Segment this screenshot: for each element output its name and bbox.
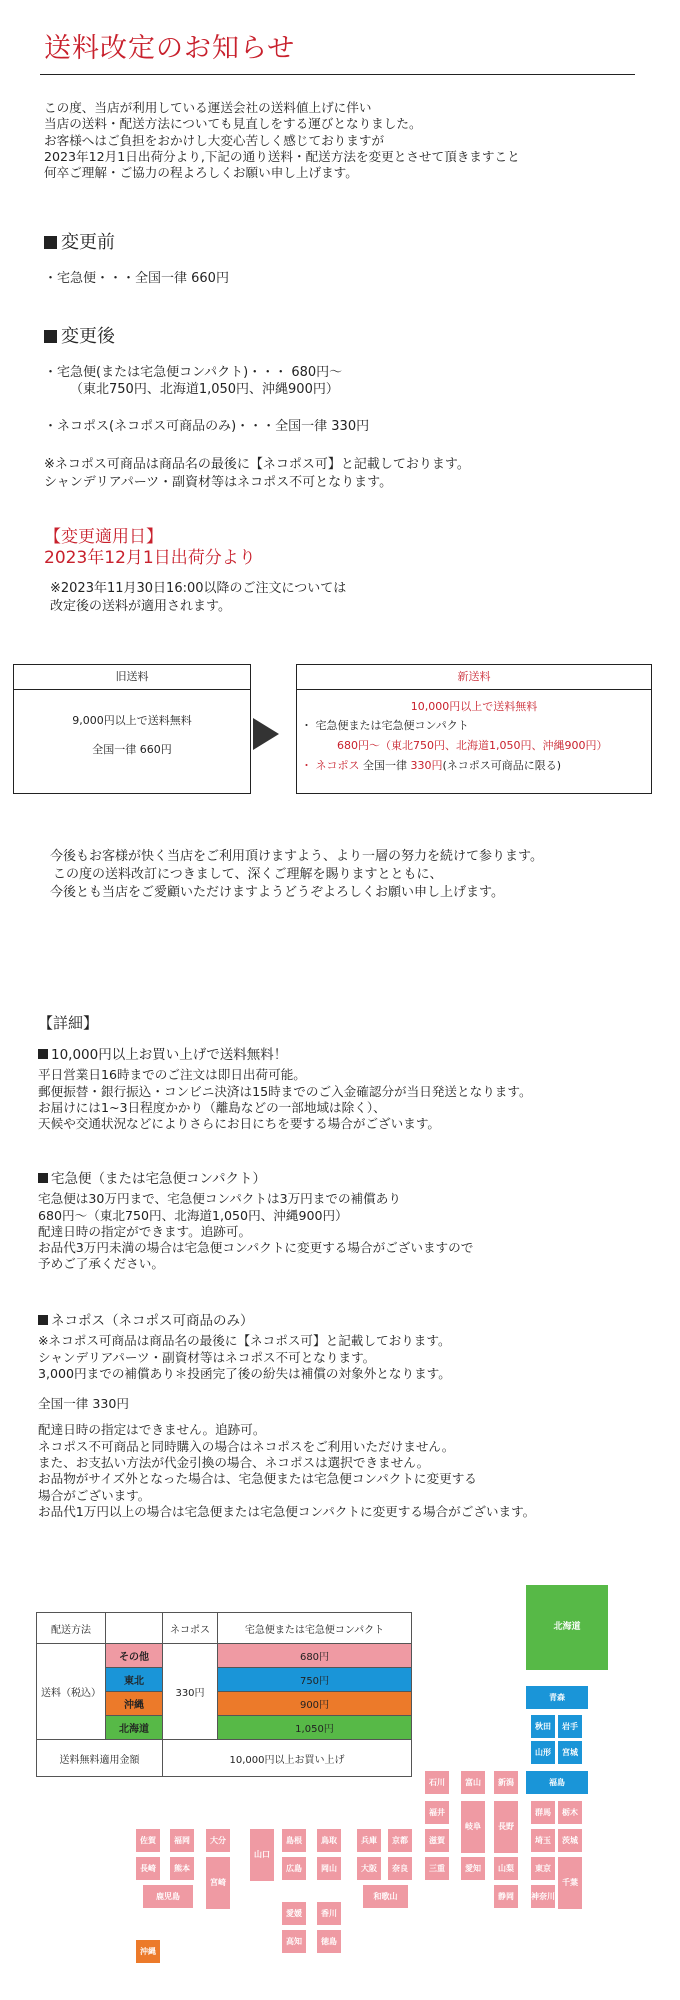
before-heading: 変更前: [44, 228, 115, 254]
detail-line: 配達日時の指定ができます。追跡可。: [38, 1223, 252, 1239]
pref-gifu: 岐阜: [461, 1801, 485, 1853]
after-nekopos: ・ネコポス(ネコポス可商品のみ)・・・全国一律 330円: [44, 419, 370, 434]
detail-line: 宅急便は30万円まで、宅急便コンパクトは3万円までの補償あり: [38, 1191, 401, 1207]
old-rate-free: 9,000円以上で送料無料: [72, 714, 192, 727]
nekopos-note: (ネコポス可商品に限る): [442, 759, 562, 772]
new-rate-nekopos: [301, 757, 651, 773]
pref-nara: 奈良: [388, 1857, 412, 1880]
pref-oita: 大分: [206, 1829, 230, 1852]
detail-line: 予めご了承ください。: [38, 1256, 164, 1272]
pref-osaka: 大阪: [357, 1857, 381, 1880]
detail-line: ネコポス不可商品と同時購入の場合はネコポスをご利用いただけません。: [38, 1438, 455, 1454]
pref-aomori: 青森: [526, 1686, 588, 1709]
pref-miyazaki: 宮崎: [206, 1857, 230, 1909]
detail-nekopos-price: 全国一律 330円: [38, 1396, 130, 1412]
detail-free-title: 10,000円以上お買い上げで送料無料！: [38, 1047, 532, 1063]
intro-line: 当店の送料・配送方法についても見直しをする運びとなりました。: [44, 116, 422, 132]
pref-hyogo: 兵庫: [357, 1829, 381, 1852]
detail-line: 配達日時の指定はできません。追跡可。: [38, 1422, 266, 1438]
pref-iwate: 岩手: [558, 1715, 582, 1738]
table-row-label: 送料（税込）: [37, 1644, 106, 1740]
old-rate-box: [13, 664, 251, 794]
pref-yamanashi: 山梨: [494, 1857, 518, 1880]
pref-miyagi: 宮城: [558, 1741, 582, 1764]
after-heading: 変更後: [44, 322, 115, 348]
intro-line: 2023年12月1日出荷分より,下記の通り送料・配送方法を変更とさせて頂きますこと: [44, 148, 520, 164]
pref-shimane: 島根: [282, 1829, 306, 1852]
table-free-label: 送料無料適用金額: [37, 1740, 163, 1777]
before-line: ・宅急便・・・全国一律 660円: [44, 271, 229, 286]
table-header-nekopos: ネコポス: [163, 1613, 218, 1644]
pref-nagasaki: 長崎: [136, 1857, 160, 1880]
pref-fukui: 福井: [425, 1801, 449, 1824]
after-note: シャンデリアパーツ・副資材等はネコポス不可となります。: [44, 475, 393, 490]
new-rate-takkyu: ・ 宅急便または宅急便コンパクト: [301, 719, 469, 732]
pref-aichi: 愛知: [461, 1857, 485, 1880]
pref-toyama: 富山: [461, 1771, 485, 1794]
after-takkyu: ・宅急便(または宅急便コンパクト)・・・ 680円〜: [44, 365, 343, 380]
pref-niigata: 新潟: [494, 1771, 518, 1794]
detail-nekopos-title: ネコポス（ネコポス可商品のみ）: [38, 1313, 535, 1329]
closing-line: 今後もお客様が快く当店をご利用頂けますよう、より一層の努力を続けて参ります。: [50, 849, 543, 864]
intro-line: この度、当店が利用している運送会社の送料値上げに伴い: [44, 100, 372, 115]
pref-ehime: 愛媛: [282, 1902, 306, 1925]
title-divider: [40, 74, 635, 75]
new-rate-title: 新送料: [297, 665, 651, 690]
detail-line: ※ネコポス可商品は商品名の最後に【ネコポス可】と記載しております。: [38, 1333, 451, 1349]
pref-saga: 佐賀: [136, 1829, 160, 1852]
detail-nekopos: [38, 1313, 535, 1520]
closing-line: この度の送料改訂につきまして、深くご理解を賜りますとともに、: [53, 867, 443, 882]
intro-text: [44, 100, 644, 181]
arrow-right-icon: [253, 718, 279, 750]
closing-text: [50, 848, 543, 902]
nekopos-name: ネコポス: [315, 759, 360, 772]
pref-fukuoka: 福岡: [170, 1829, 194, 1852]
table-header-takkyu: 宅急便または宅急便コンパクト: [218, 1613, 412, 1644]
apply-note: ※2023年11月30日16:00以降のご注文については: [50, 581, 347, 596]
intro-line: お客様へはご負担をおかけし大変心苦しく感じておりますが: [44, 132, 385, 148]
price-other: 680円: [218, 1644, 412, 1668]
pref-hokkaido: 北海道: [526, 1585, 608, 1670]
detail-takkyu: [38, 1171, 473, 1273]
detail-line: 天候や交通状況などによりさらにお日にちを要する場合がございます。: [38, 1116, 440, 1132]
apply-note: 改定後の送料が適用されます。: [50, 599, 231, 614]
detail-line: お品代3万円未満の場合は宅急便コンパクトに変更する場合がございますので: [38, 1240, 474, 1256]
detail-line: 3,000円までの補償あり＊投函完了後の紛失は補償の対象外となります。: [38, 1365, 451, 1381]
old-rate-flat: 全国一律 660円: [92, 743, 172, 756]
pref-fukushima: 福島: [526, 1771, 588, 1794]
detail-line: 郵便振替・銀行振込・コンビニ決済は15時までのご入金確認分が当日発送となります。: [38, 1083, 532, 1099]
detail-takkyu-title: 宅急便（または宅急便コンパクト）: [38, 1171, 473, 1187]
after-note: ※ネコポス可商品は商品名の最後に【ネコポス可】と記載しております。: [44, 457, 470, 472]
pref-tottori: 鳥取: [317, 1829, 341, 1852]
pref-nagano: 長野: [494, 1801, 518, 1853]
price-okinawa: 900円: [218, 1692, 412, 1716]
pref-akita: 秋田: [531, 1715, 555, 1738]
table-free-value: 10,000円以上お買い上げ: [163, 1740, 412, 1777]
pref-kagoshima: 鹿児島: [143, 1885, 193, 1908]
pref-okinawa: 沖縄: [136, 1940, 160, 1963]
region-tohoku: 東北: [106, 1668, 163, 1692]
region-okinawa: 沖縄: [106, 1692, 163, 1716]
table-header-method: 配送方法: [37, 1613, 106, 1644]
pref-tochigi: 栃木: [558, 1801, 582, 1824]
pref-chiba: 千葉: [558, 1857, 582, 1909]
nekopos-price: 330円: [410, 759, 443, 772]
old-rate-title: 旧送料: [14, 665, 250, 690]
pref-tokushima: 徳島: [317, 1930, 341, 1953]
rate-table: [36, 1612, 412, 1777]
detail-line: お品物がサイズ外となった場合は、宅急便または宅急便コンパクトに変更する: [38, 1471, 477, 1487]
detail-line: また、お支払い方法が代金引換の場合、ネコポスは選択できません。: [38, 1455, 430, 1471]
pref-kagawa: 香川: [317, 1902, 341, 1925]
pref-ishikawa: 石川: [425, 1771, 449, 1794]
pref-kanagawa: 神奈川: [531, 1885, 555, 1908]
pref-yamaguchi: 山口: [250, 1829, 274, 1881]
after-takkyu-regional: （東北750円、北海道1,050円、沖縄900円）: [70, 382, 339, 397]
nekopos-bullet: ・: [301, 759, 316, 772]
pref-wakayama: 和歌山: [363, 1885, 408, 1908]
details-heading: 【詳細】: [38, 1014, 99, 1032]
apply-label: 【変更適用日】: [44, 527, 163, 547]
pref-mie: 三重: [425, 1857, 449, 1880]
detail-line: お届けには1~3日程度かかり（離島などの一部地域は除く）、: [38, 1099, 386, 1115]
closing-line: 今後とも当店をご愛顧いただけますようどうぞよろしくお願い申し上げます。: [50, 885, 504, 900]
region-other: その他: [106, 1644, 163, 1668]
page-title: 送料改定のお知らせ: [44, 33, 296, 64]
pref-hiroshima: 広島: [282, 1857, 306, 1880]
pref-gunma: 群馬: [531, 1801, 555, 1824]
nekopos-price-prefix: 全国一律: [359, 759, 411, 772]
detail-line: お品代1万円以上の場合は宅急便または宅急便コンパクトに変更する場合がございます。: [38, 1503, 536, 1519]
pref-shiga: 滋賀: [425, 1829, 449, 1852]
region-hokkaido: 北海道: [106, 1716, 163, 1740]
pref-kyoto: 京都: [388, 1829, 412, 1852]
pref-tokyo: 東京: [531, 1857, 555, 1880]
table-nekopos-price: 330円: [163, 1644, 218, 1740]
detail-line: 平日営業日16時までのご注文は即日出荷可能。: [38, 1067, 306, 1083]
detail-line: シャンデリアパーツ・副資材等はネコポス不可となります。: [38, 1349, 376, 1365]
detail-free: [38, 1047, 532, 1132]
pref-saitama: 埼玉: [531, 1829, 555, 1852]
table-header-blank: [106, 1613, 163, 1644]
new-rate-free: 10,000円以上で送料無料: [410, 700, 538, 713]
new-rate-box: [296, 664, 652, 794]
pref-kumamoto: 熊本: [170, 1857, 194, 1880]
pref-kochi: 高知: [282, 1930, 306, 1953]
pref-ibaraki: 茨城: [558, 1829, 582, 1852]
price-tohoku: 750円: [218, 1668, 412, 1692]
intro-line: 何卒ご理解・ご協力の程よろしくお願い申し上げます。: [44, 165, 358, 181]
pref-yamagata: 山形: [531, 1741, 555, 1764]
apply-date: 2023年12月1日出荷分より: [44, 548, 256, 568]
pref-okayama: 岡山: [317, 1857, 341, 1880]
detail-line: 場合がございます。: [38, 1487, 151, 1503]
new-rate-takkyu-price: 680円〜（東北750円、北海道1,050円、沖縄900円）: [337, 739, 608, 752]
pref-shizuoka: 静岡: [494, 1885, 518, 1908]
detail-line: 680円〜（東北750円、北海道1,050円、沖縄900円）: [38, 1207, 348, 1223]
price-hokkaido: 1,050円: [218, 1716, 412, 1740]
